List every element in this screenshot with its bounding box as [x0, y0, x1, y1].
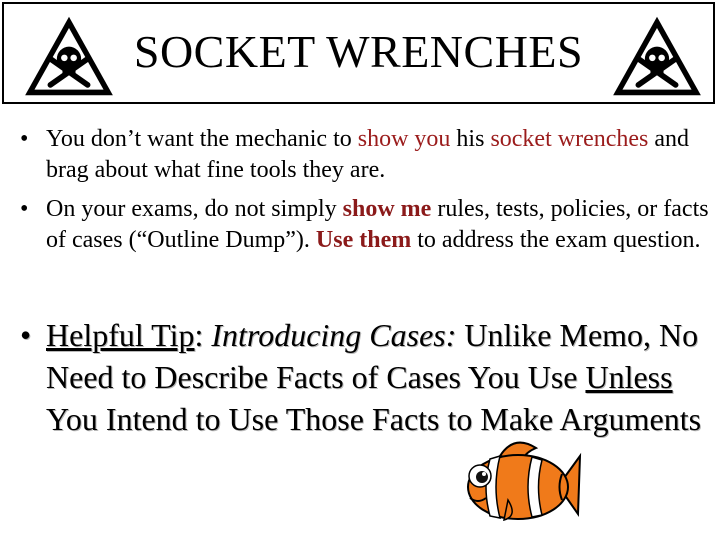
tip-unless: Unless [585, 359, 673, 395]
title-box [2, 2, 715, 104]
tip-label: Helpful Tip [46, 317, 195, 353]
bullet-highlight: socket wrenches [490, 126, 649, 152]
helpful-tip [20, 314, 710, 440]
bullet-list [20, 124, 710, 264]
tip-text: You Intend to Use Those Facts to Make Arguments [46, 401, 702, 437]
bullet-emphasis: show me [342, 196, 432, 222]
bullet-dot: • [20, 126, 29, 152]
bullet-dot: • [20, 196, 29, 222]
bullet-text: and brag about what fine tools they are. [46, 126, 690, 183]
tip-italic: Introducing Cases: [211, 317, 457, 353]
bullet-text: rules, tests, policies, or facts of cases (“Outline Dump”). [46, 196, 709, 253]
page-title: SOCKET WRENCHES [133, 26, 584, 77]
bullet-dot: • [20, 317, 32, 353]
bullet-text: On your exams, do not simply [46, 196, 343, 222]
bullet-emphasis: Use them [315, 227, 412, 253]
tip-text: Unlike Memo, No Need to Describe Facts of Cases You Use [46, 317, 699, 395]
bullet-highlight: show you [357, 126, 451, 152]
clownfish-icon [452, 430, 582, 540]
bullet-text: his [450, 126, 491, 152]
bullet-exams [20, 194, 710, 256]
tip-colon: : [194, 317, 212, 353]
skull-crossbones-warning-icon [610, 14, 704, 98]
bullet-mechanic [20, 124, 710, 186]
bullet-text: You don’t want the mechanic to [46, 126, 358, 152]
bullet-text: to address the exam question. [411, 227, 701, 253]
